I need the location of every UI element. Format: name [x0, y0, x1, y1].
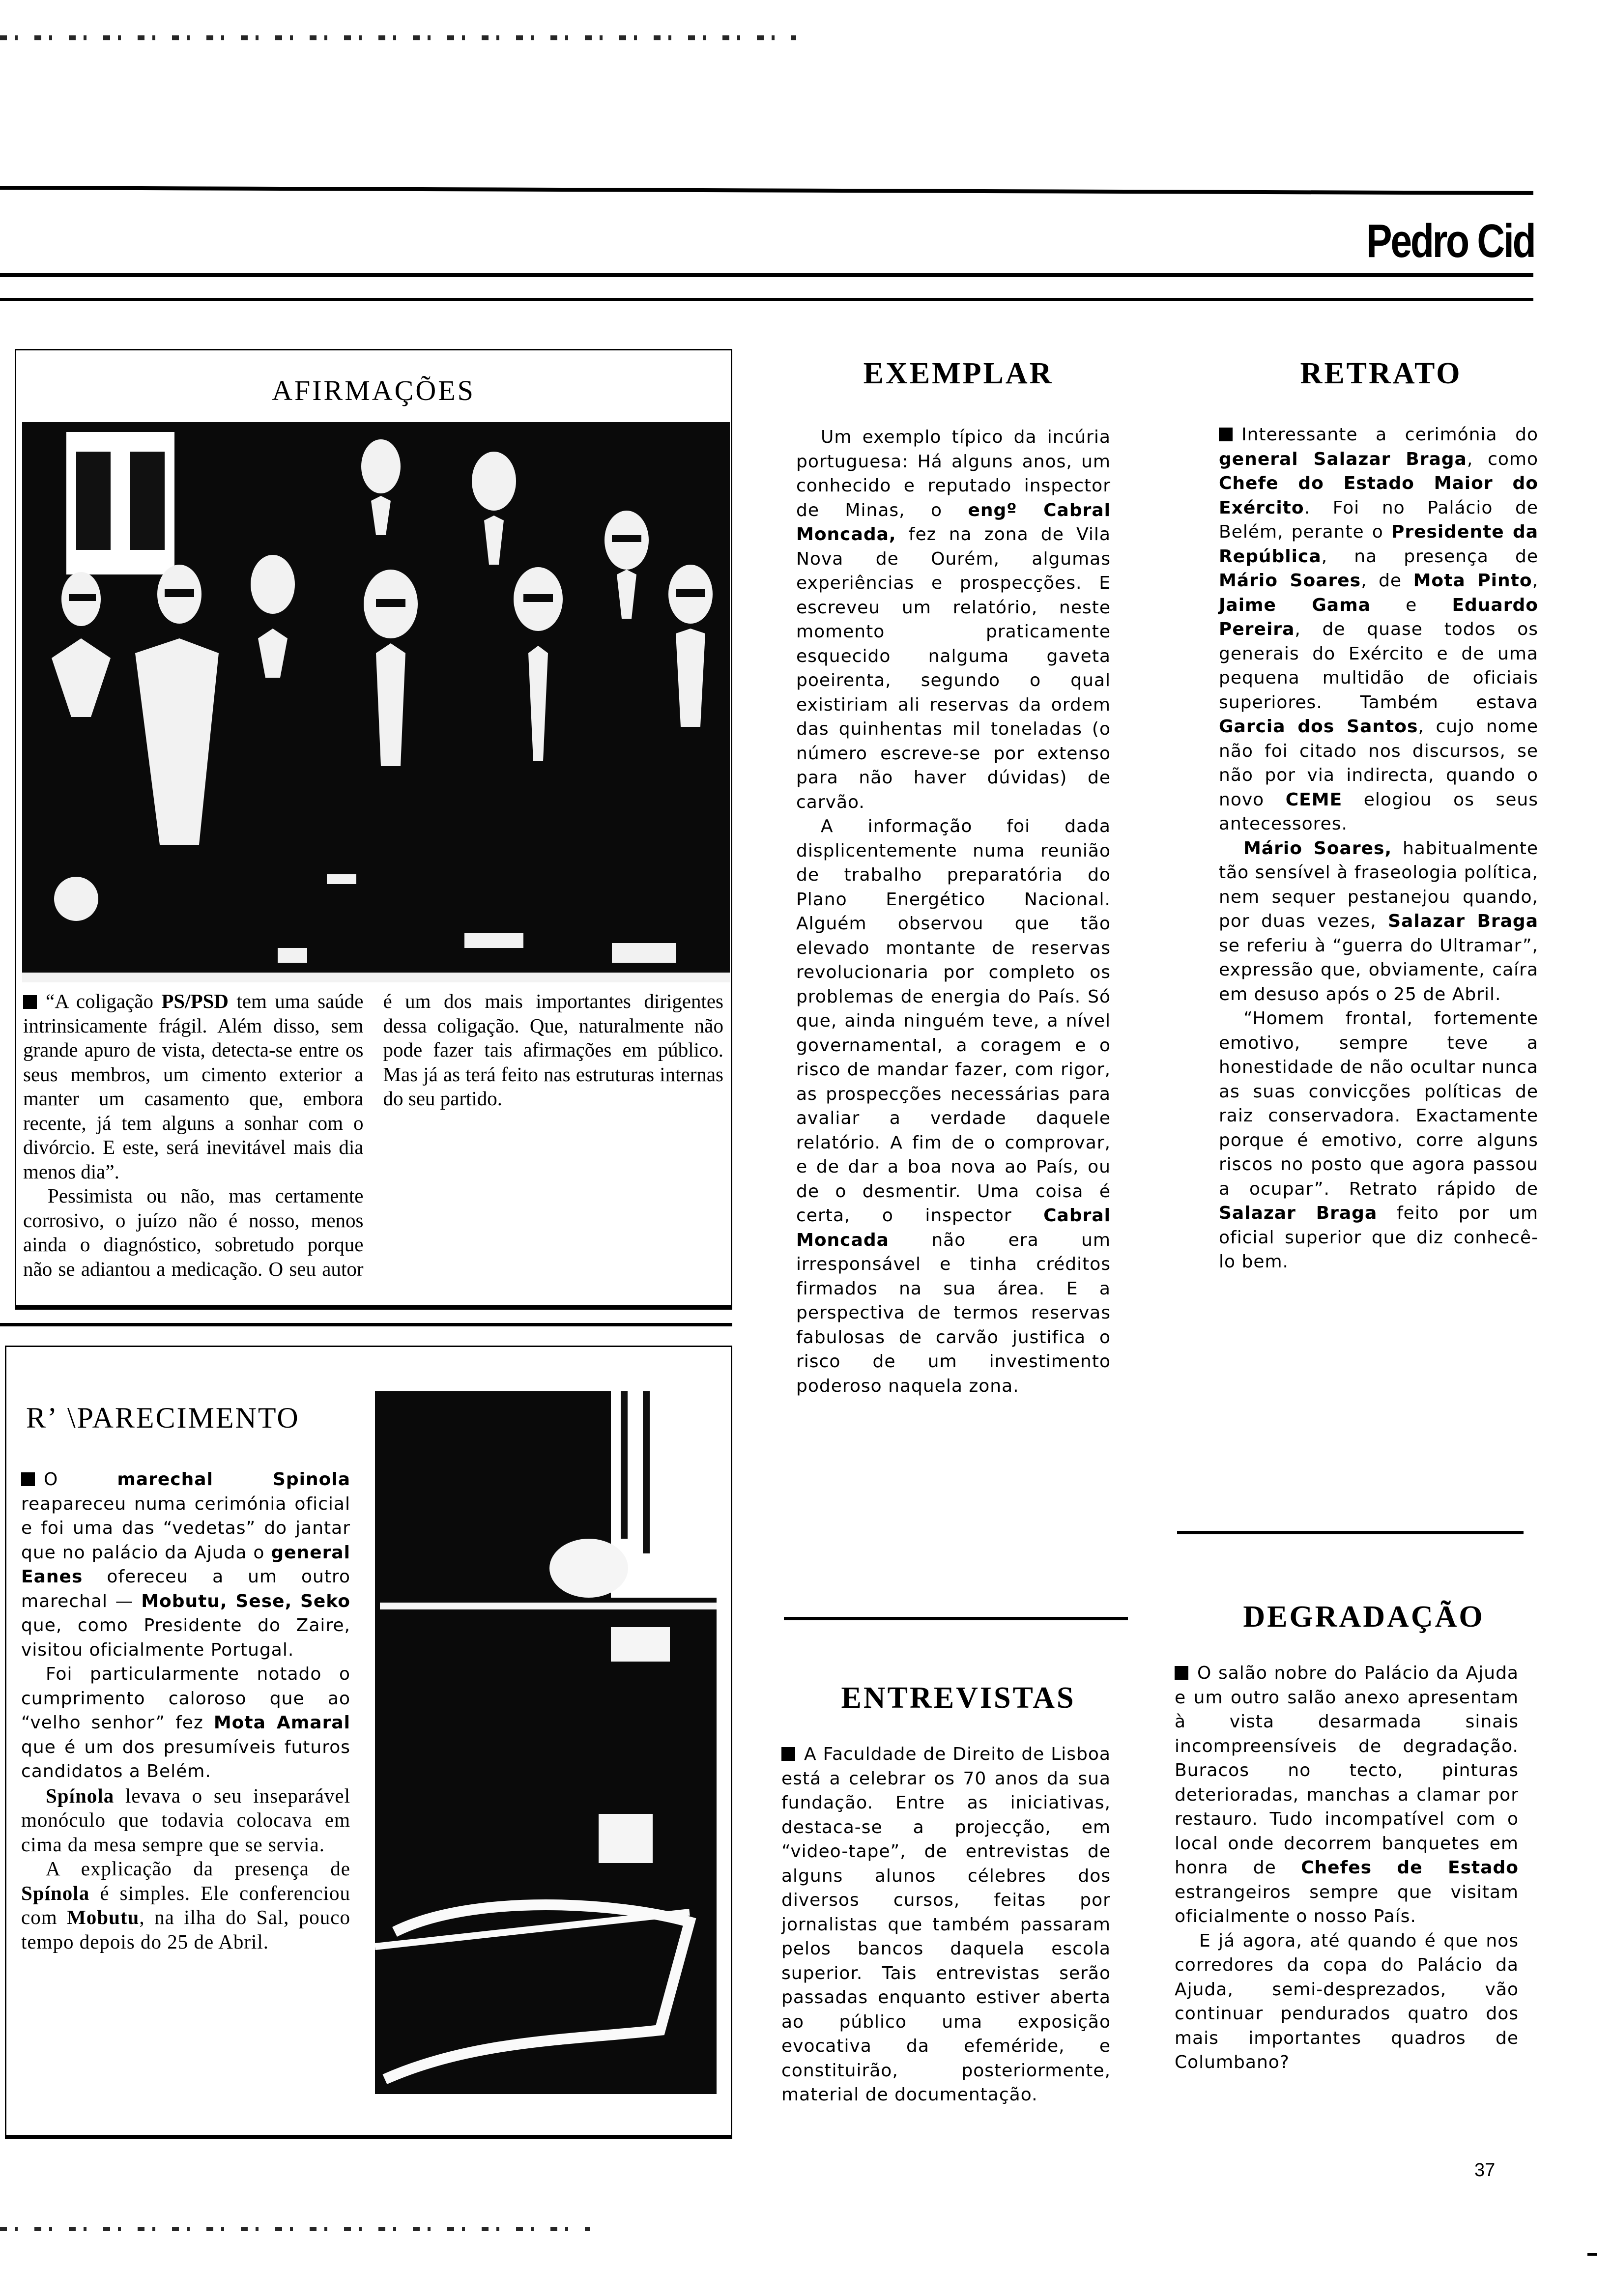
- exemplar-paragraph-2: A informação foi dada displicentemente numa reunião de trabalho preparatória do Plano Energético Nacional. Alguém observou que tão elevado montante de reservas revolucionaria por completo os problemas de energia do País. Só que, ainda ninguém teve, a nível governamental, a coragem e o risco de mandar fazer, com rigor, as prospecções necessárias para avaliar a verdade daquele relatório. A fim de o comprovar, e de dar a boa nova ao País, ou de o desmentir. Uma coisa é certa, o inspector Cabral Moncada não era um irresponsável e tinha créditos firmados na sua área. E a perspectiva de termos reservas fabulosas de carvão justifica o risco de um investimento poderoso naquela zona.: [796, 816, 1111, 1396]
- afirmacoes-paragraph-2: Pessimista ou não, mas certamente corrosivo, o juízo não é nosso, menos ainda o diagnóstico, sobretudo porque não se adiantou a medicação. O seu autor é um dos mais importantes dirigentes dessa coligação. Que, naturalmente não pode fazer tais afirmações em público. Mas já as terá feito nas estruturas internas do seu partido.: [23, 990, 723, 1280]
- degradacao-paragraph-2: E já agora, até quando é que nos corredores da copa do Palácio da Ajuda, semi-desprezados, vão continuar pendurados quatro dos mais importantes quadros de Columbano?: [1175, 1930, 1519, 2072]
- photo-officials-icon: [22, 422, 730, 982]
- bullet-square-icon: [21, 1472, 35, 1486]
- portrait-photo: [375, 1391, 717, 2094]
- degradacao-paragraph-1: O salão nobre do Palácio da Ajuda e um outro salão anexo apresentam à vista desarmada sinais incompreensíveis de degradação. Buracos no tecto, pinturas deterioradas, manchas a clamar por restauro. Tudo incompatível com o local onde decorrem banquetes em honra de Chefes de Estado estrangeiros sempre que visitam oficialmente o nosso País.: [1175, 1663, 1519, 1926]
- retrato-paragraph-1: Interessante a cerimónia do general Salazar Braga, como Chefe do Estado Maior do Exército. Foi no Palácio de Belém, perante o Presidente da República, na presença de Mário Soares, de Mota Pinto, Jaime Gama e Eduardo Pereira, de quase todos os generais do Exército e de uma pequena multidão de oficiais superiores. Também estava Garcia dos Santos, cujo nome não foi citado nos discursos, se não por via indirecta, quando o novo CEME elogiou os seus antecessores.: [1219, 425, 1539, 834]
- afirmacoes-paragraph-1: “A coligação PS/PSD tem uma saúde intrinsicamente frágil. Além disso, sem grande apuro de vista, detecta-se entre os seus membros, um cimento exterior a manter um casamento que, embora recente, já tem alguns a sonhar com o divórcio. E este, será inevitável mais dia menos dia”.: [23, 990, 364, 1183]
- reaparecimento-paragraph-3: Spínola levava o seu inseparável monóculo que todavia colocava em cima da mesa sempre que se servia.: [21, 1784, 350, 1856]
- reaparecimento-paragraph-2: Foi particularmente notado o cumprimento caloroso que ao “velho senhor” fez Mota Amaral que é um dos presumíveis futuros candidatos a Belém.: [21, 1664, 350, 1781]
- scan-mark-right: [1587, 2253, 1597, 2256]
- retrato-text: [1219, 423, 1538, 1274]
- reaparecimento-paragraph-1: O marechal Spinola reapareceu numa cerimónia oficial e foi uma das “vedetas” do jantar que no palácio da Ajuda o general Eanes ofereceu a um outro marechal — Mobutu, Sese, Seko que, como Presidente do Zaire, visitou oficialmente Portugal.: [21, 1469, 351, 1660]
- photo-seated-man-icon: [375, 1391, 717, 2094]
- separator-rule-left: [0, 1323, 732, 1326]
- page-number: 37: [1474, 2160, 1496, 2181]
- entrevistas-text: [781, 1742, 1111, 2107]
- article-reaparecimento: [5, 1346, 732, 2139]
- article-afirmacoes: [15, 349, 732, 1310]
- exemplar-title: EXEMPLAR: [863, 357, 1054, 390]
- header-rule-middle: [0, 273, 1533, 277]
- separator-rule-right: [1177, 1531, 1524, 1534]
- header-rule-top: [0, 186, 1533, 195]
- retrato-paragraph-3: “Homem frontal, fortemente emotivo, sempre teve a honestidade de não ocultar nunca as suas convicções políticas de raiz conservadora. Exactamente porque é emotivo, corre alguns riscos no posto que agora passou a ocupar”. Retrato rápido de Salazar Braga feito por um oficial superior que diz conhecê-lo bem.: [1219, 1008, 1539, 1272]
- bullet-square-icon: [781, 1747, 795, 1761]
- author-byline: Pedro Cid: [1366, 215, 1534, 267]
- separator-rule-center: [784, 1617, 1128, 1620]
- reaparecimento-text: [21, 1467, 350, 1954]
- group-photo: [22, 422, 730, 982]
- entrevistas-paragraph-1: A Faculdade de Direito de Lisboa está a celebrar os 70 anos da sua fundação. Entre as iniciativas, destaca-se a projecção, em “video-tape”, de entrevistas de alguns alunos célebres dos diversos cursos, feitas por jornalistas que também passaram pelos bancos daquela escola superior. Tais entrevistas serão passadas enquanto estiver aberta ao público uma exposição evocativa da efeméride, e constituirão, posteriormente, material de documentação.: [781, 1744, 1111, 2105]
- article-title: Rʼ \PARECIMENTO: [26, 1402, 300, 1434]
- scan-artifact-top: [0, 35, 796, 40]
- exemplar-text: [796, 425, 1111, 1398]
- entrevistas-title: ENTREVISTAS: [841, 1681, 1076, 1715]
- bullet-square-icon: [1175, 1666, 1188, 1680]
- bullet-square-icon: [23, 995, 37, 1009]
- retrato-paragraph-2: Mário Soares, habitualmente tão sensível à fraseologia política, nem sequer pestanejou quando, por duas vezes, Salazar Braga se referiu à “guerra do Ultramar”, expressão que, obviamente, caíra em desuso após o 25 de Abril.: [1219, 838, 1539, 1004]
- degradacao-title: DEGRADAÇÃO: [1243, 1600, 1485, 1634]
- reaparecimento-paragraph-4: A explicação da presença de Spínola é simples. Ele conferenciou com Mobutu, na ilha do Sal, pouco tempo depois do 25 de Abril.: [21, 1857, 350, 1953]
- bullet-square-icon: [1219, 428, 1233, 441]
- header-rule-bottom: [0, 298, 1533, 301]
- scan-artifact-bottom: [0, 2227, 590, 2231]
- degradacao-text: [1175, 1661, 1519, 2075]
- article-title: AFIRMAÇÕES: [272, 374, 475, 406]
- afirmacoes-text: [23, 989, 723, 1294]
- exemplar-paragraph-1: Um exemplo típico da incúria portuguesa: Há alguns anos, um conhecido e reputado inspector de Minas, o engº Cabral Moncada, fez na zona de Vila Nova de Ourém, algumas experiências e prospecções. E escreveu um relatório, neste momento praticamente esquecido nalguma gaveta poeirenta, segundo o qual existiriam ali reservas da ordem das quinhentas mil toneladas (o número escreve-se por extenso para não haver dúvidas) de carvão.: [796, 427, 1111, 812]
- retrato-title: RETRATO: [1300, 357, 1462, 390]
